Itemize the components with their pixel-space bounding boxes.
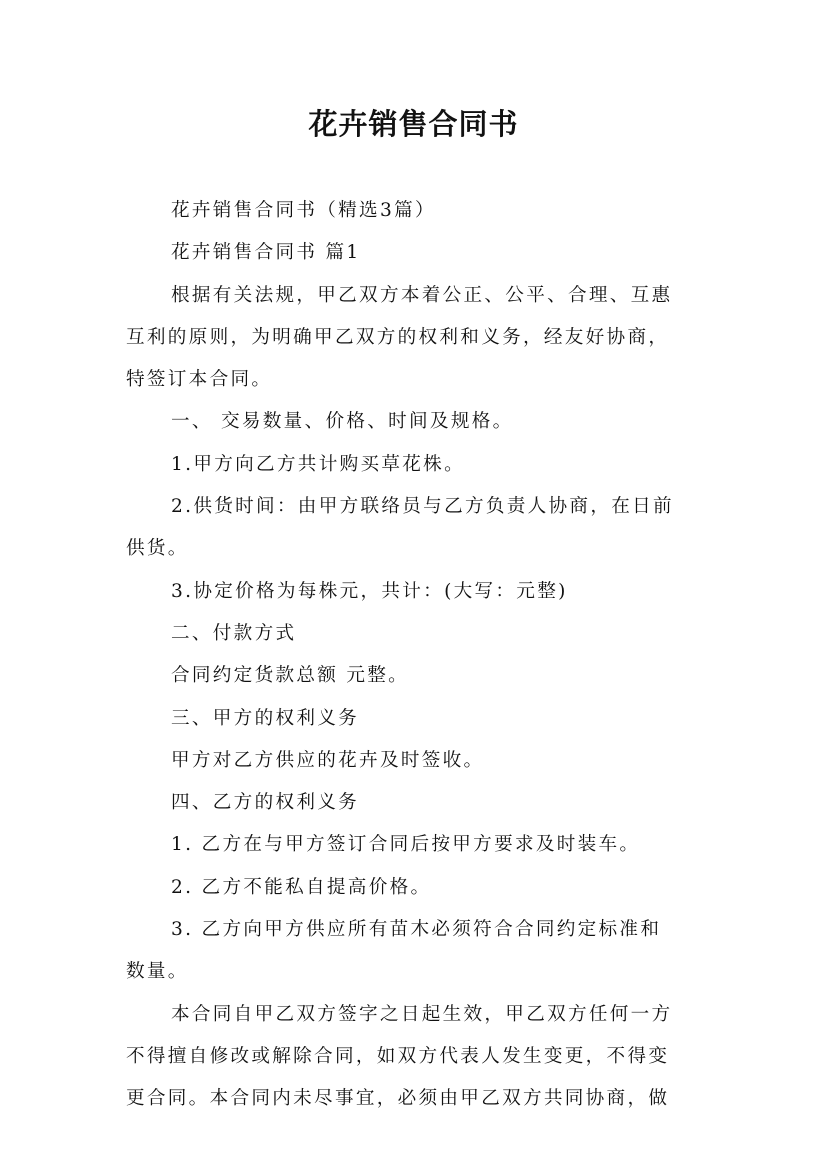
clause-item: 3. 乙方向甲方供应所有苗木必须符合合同约定标准和 [171, 919, 662, 941]
clause-heading: 二、付款方式 [171, 622, 297, 644]
clause-item: 3.协定价格为每株元，共计：(大写：元整) [171, 580, 568, 602]
section-heading: 花卉销售合同书 篇1 [171, 242, 361, 264]
paragraph-line: 更合同。本合同内未尽事宜，必须由甲乙双方共同协商，做 [126, 1088, 670, 1110]
paragraph-line: 本合同自甲乙双方签字之日起生效，甲乙双方任何一方 [171, 1003, 673, 1025]
subtitle-line: 花卉销售合同书（精选3篇） [171, 200, 436, 221]
document-title: 花卉销售合同书 [308, 107, 519, 141]
clause-item: 1.甲方向乙方共计购买草花株。 [171, 453, 465, 475]
paragraph-line: 特签订本合同。 [126, 369, 273, 391]
clause-heading: 一、 交易数量、价格、时间及规格。 [171, 411, 514, 433]
clause-item-continuation: 数量。 [126, 961, 189, 983]
clause-item: 1. 乙方在与甲方签订合同后按甲方要求及时装车。 [171, 834, 641, 856]
paragraph-line: 合同约定货款总额 元整。 [171, 665, 410, 687]
clause-item: 2. 乙方不能私自提高价格。 [171, 876, 432, 898]
clause-item-continuation: 供货。 [126, 538, 189, 560]
document-body [126, 190, 706, 1121]
clause-heading: 四、乙方的权利义务 [171, 792, 360, 814]
paragraph-line: 不得擅自修改或解除合同，如双方代表人发生变更，不得变 [126, 1045, 670, 1067]
clause-heading: 三、甲方的权利义务 [171, 707, 360, 729]
paragraph-line: 甲方对乙方供应的花卉及时签收。 [171, 749, 485, 771]
paragraph-line: 互利的原则，为明确甲乙双方的权利和义务，经友好协商， [126, 326, 670, 348]
paragraph-line: 根据有关法规，甲乙双方本着公正、公平、合理、互惠 [171, 284, 673, 306]
clause-item: 2.供货时间：由甲方联络员与乙方负责人协商，在日前 [171, 496, 674, 518]
